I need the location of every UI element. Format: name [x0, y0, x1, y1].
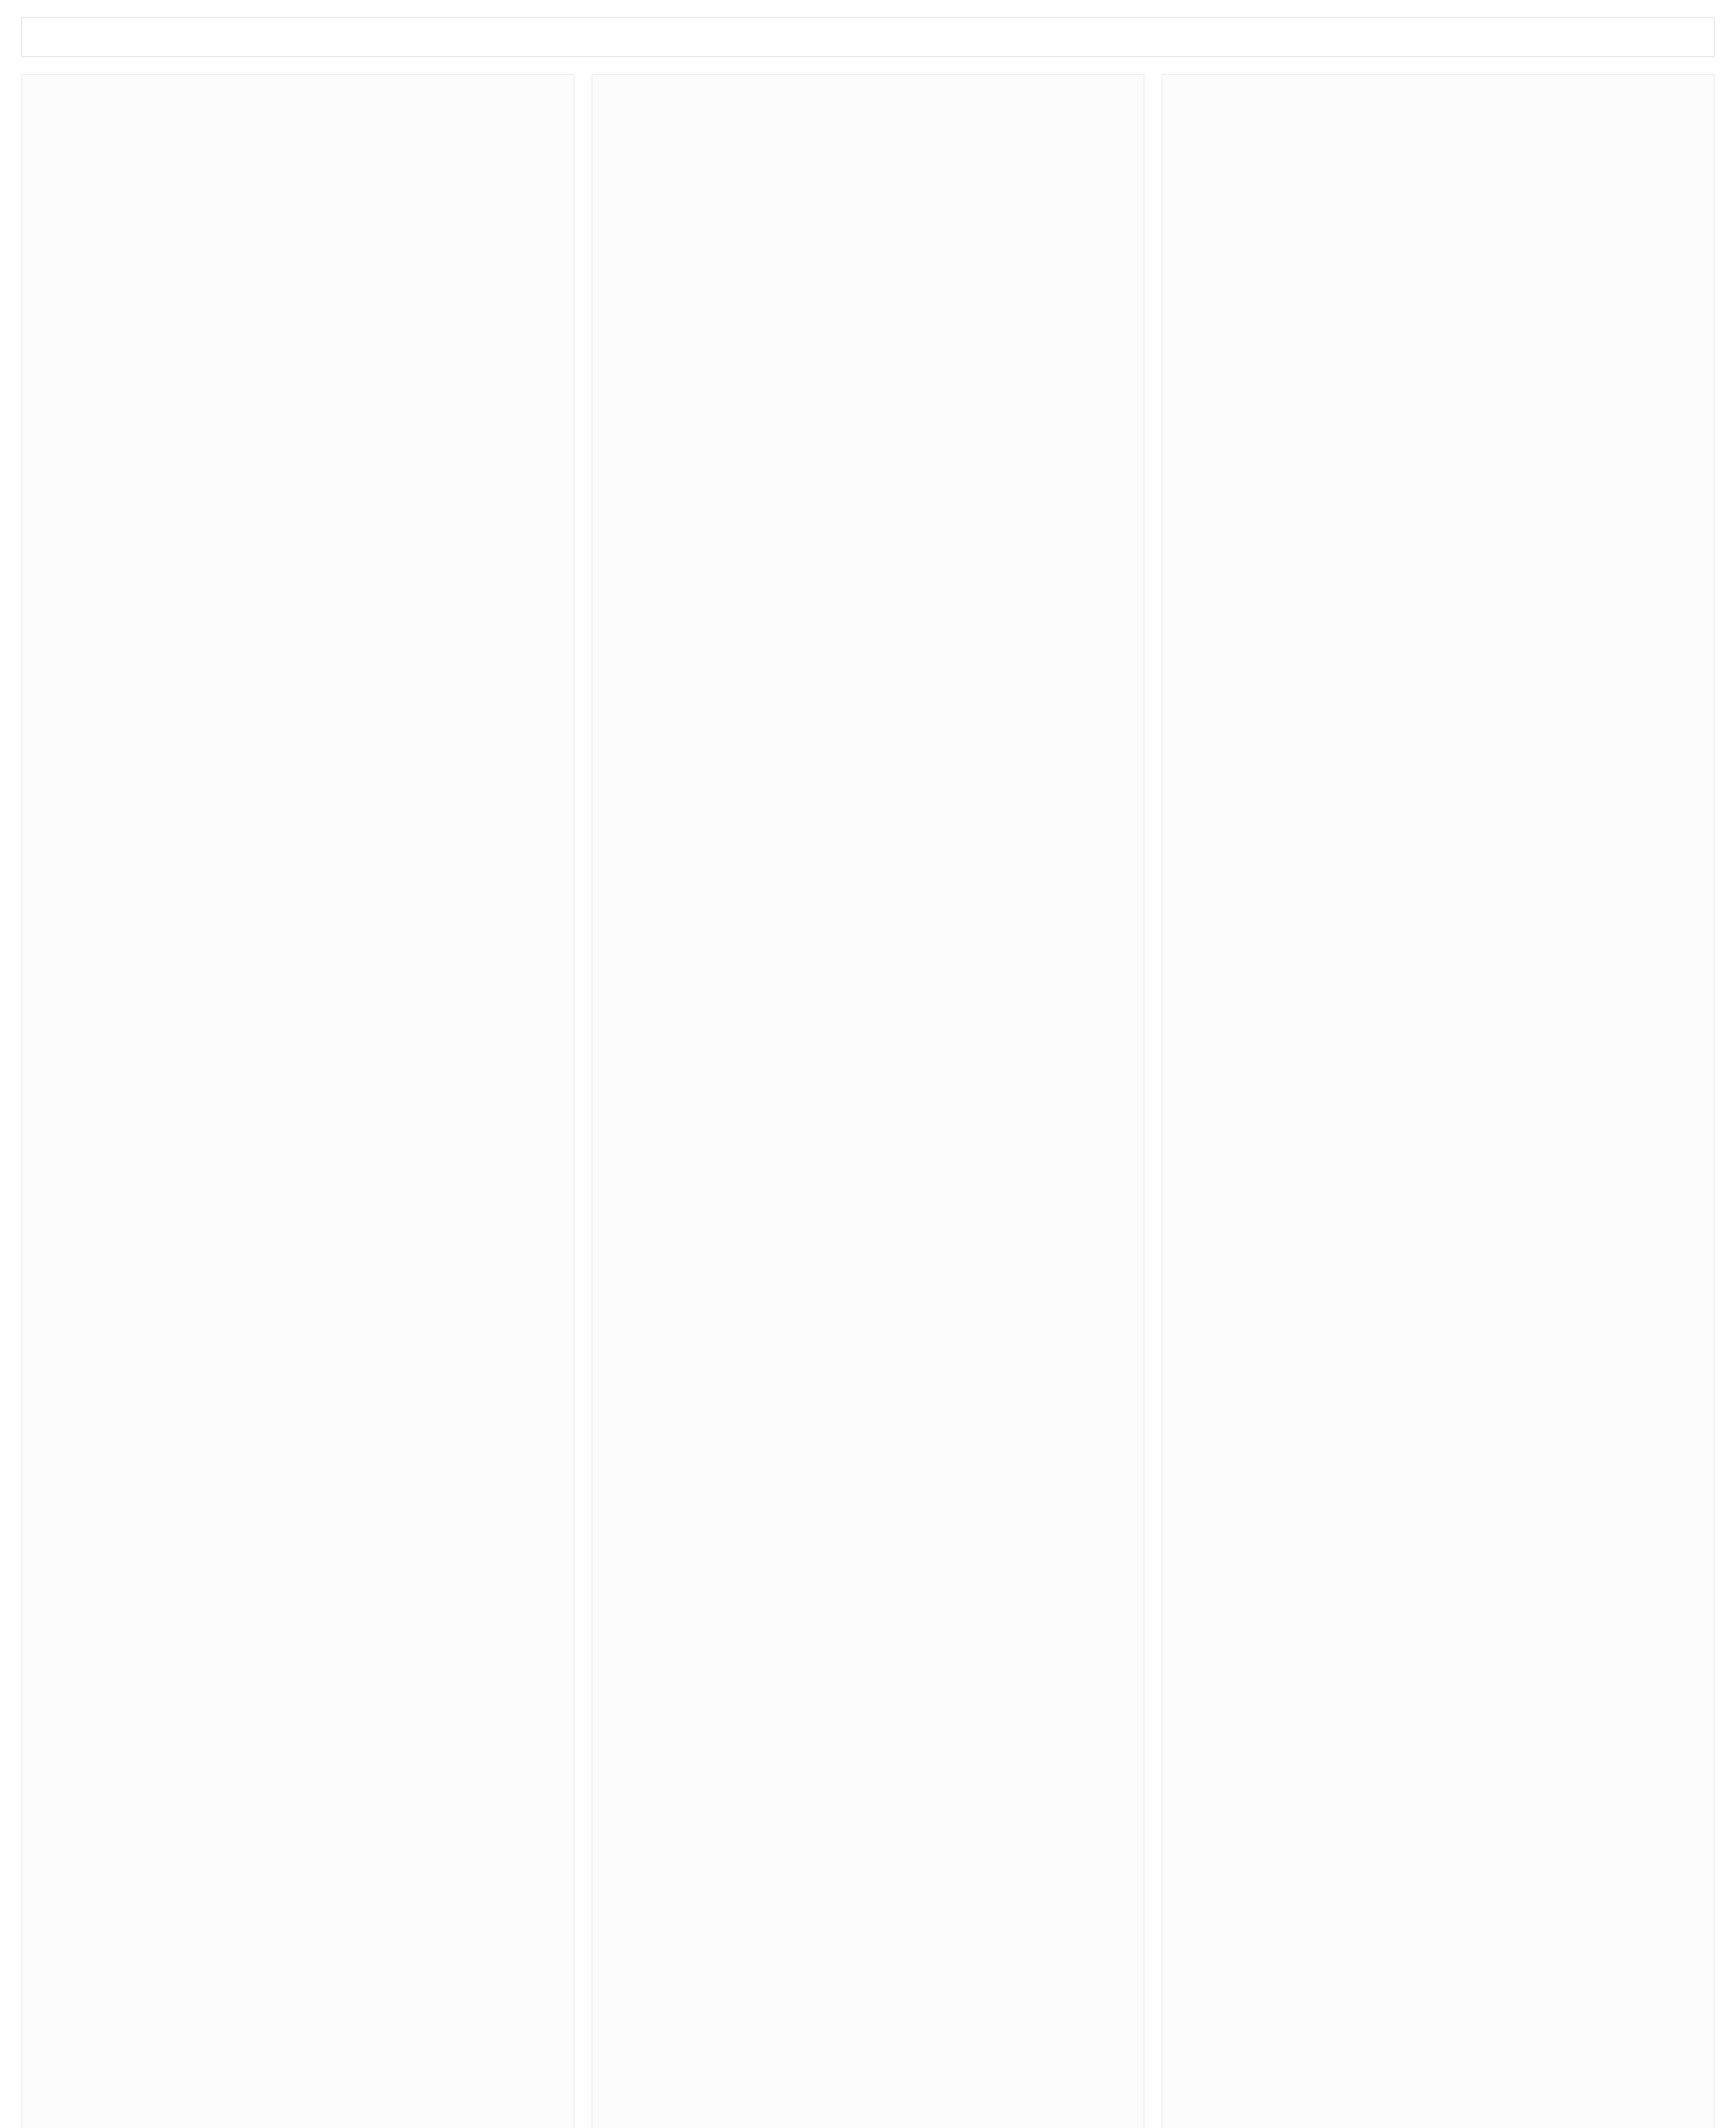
column-left [21, 74, 575, 2128]
column-right [1161, 74, 1715, 2128]
column-centre [592, 74, 1145, 2128]
masthead [21, 17, 1715, 57]
columns [21, 74, 1715, 2128]
